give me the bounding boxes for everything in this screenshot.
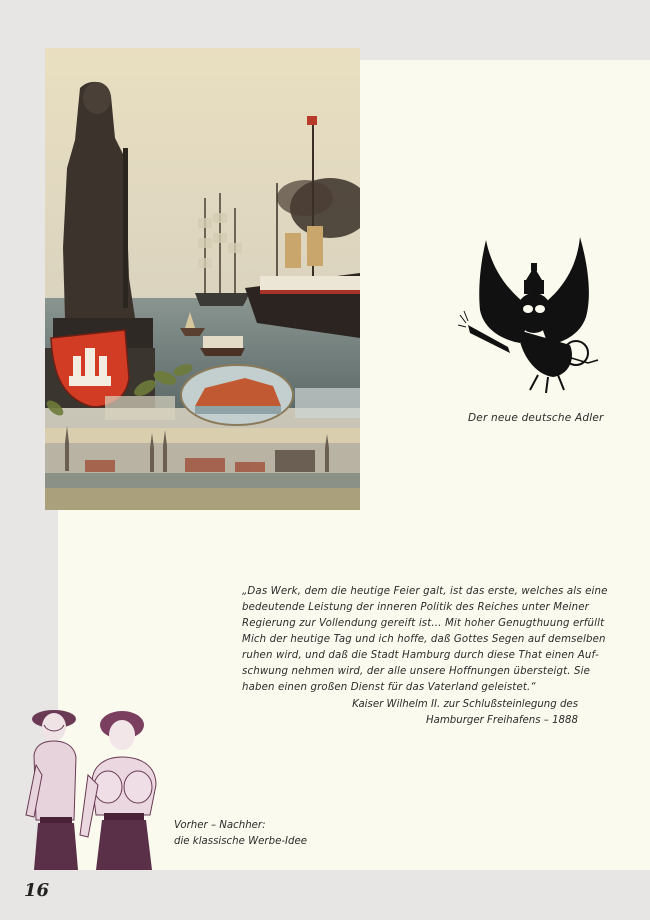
quote-line: schwung nehmen wird, der alle unsere Hoffnungen übersteigt. Sie xyxy=(242,666,591,677)
quote-line: ruhen wird, und daß die Stadt Hamburg durch diese That einen Auf- xyxy=(242,650,599,661)
quote-line: Regierung zur Vollendung gereift ist... Mit hoher Genugthuung erfüllt xyxy=(242,618,605,629)
women-caption xyxy=(174,818,344,850)
hamburg-harbor-poster-illustration xyxy=(45,48,360,510)
attribution-line: Hamburger Freihafens – 1888 xyxy=(425,715,578,726)
page-number: 16 xyxy=(24,880,50,901)
attribution-line: Kaiser Wilhelm II. zur Schlußsteinlegung des xyxy=(352,699,578,710)
women-caption-line: die klassische Werbe-Idee xyxy=(174,836,308,847)
quote-line: haben einen großen Dienst für das Vaterland geleistet.“ xyxy=(242,682,536,693)
quote-attribution xyxy=(320,697,578,729)
kaiser-quote xyxy=(242,584,608,696)
quote-line: Mich der heutige Tag und ich hoffe, daß Gottes Segen auf demselben xyxy=(242,634,606,645)
eagle-caricature-illustration xyxy=(458,235,608,400)
quote-line: bedeutende Leistung der inneren Politik des Reiches unter Meiner xyxy=(242,602,589,613)
women-caption-line: Vorher – Nachher: xyxy=(174,820,266,831)
eagle-caption: Der neue deutsche Adler xyxy=(468,412,604,424)
quote-line: „Das Werk, dem die heutige Feier galt, ist das erste, welches als eine xyxy=(242,586,608,597)
before-after-women-illustration xyxy=(22,705,170,870)
